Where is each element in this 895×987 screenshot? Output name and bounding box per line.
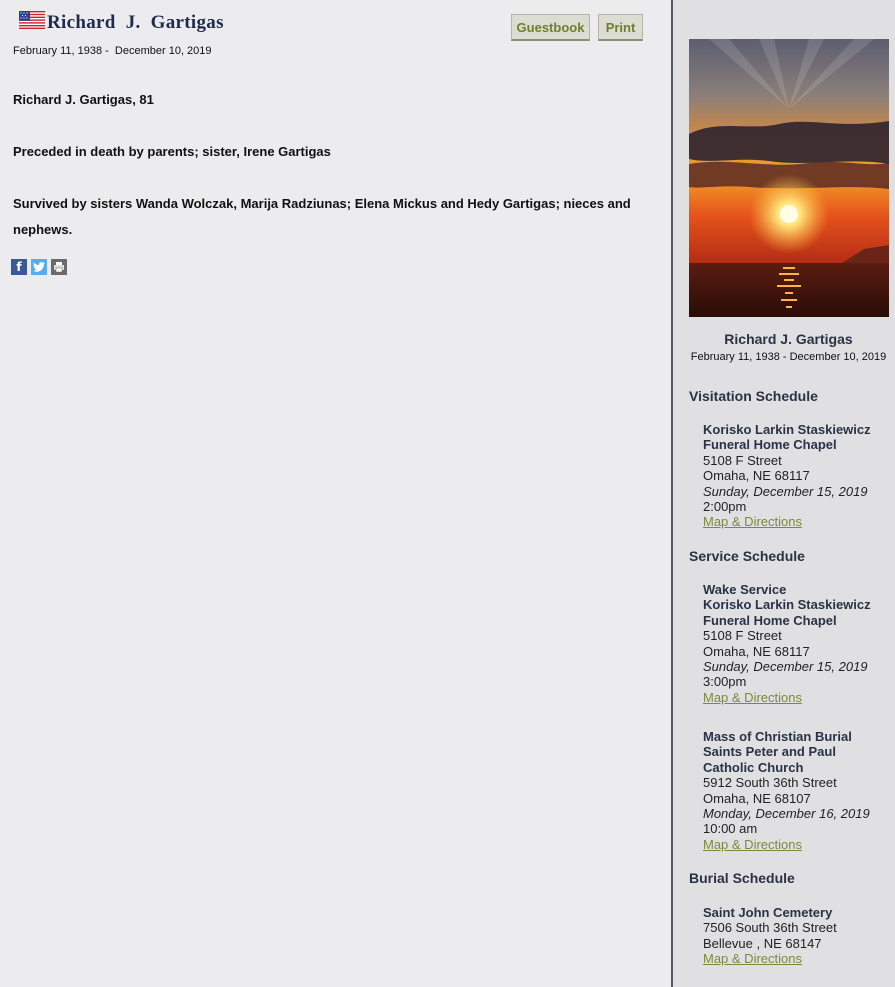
visitation-city: Omaha, NE 68117 — [703, 468, 810, 484]
mass-time: 10:00 am — [703, 821, 758, 837]
visitation-date: Sunday, December 15, 2019 — [703, 483, 868, 499]
printer-icon — [53, 261, 65, 273]
wake-street: 5108 F Street — [703, 628, 782, 644]
burial-venue: Saint John Cemetery — [703, 905, 833, 920]
print-share-icon[interactable] — [51, 259, 67, 275]
mass-date: Monday, December 16, 2019 — [703, 806, 870, 822]
sidebar-name: Richard J. Gartigas — [724, 331, 853, 347]
twitter-bird-icon — [33, 262, 45, 272]
visitation-venue-line1: Korisko Larkin Staskiewicz — [703, 422, 871, 437]
guestbook-button[interactable]: Guestbook — [511, 14, 590, 41]
obituary-paragraph-survived: Survived by sisters Wanda Wolczak, Marija Radziunas; Elena Mickus and Hedy Gartigas; nieces and nephews. — [13, 196, 631, 237]
mass-street: 5912 South 36th Street — [703, 775, 837, 791]
wake-service-type: Wake Service — [703, 582, 787, 597]
obituary-paragraph-age: Richard J. Gartigas, 81 — [13, 92, 154, 107]
visitation-event — [703, 422, 893, 530]
wake-service-event — [703, 582, 893, 705]
mass-map-link[interactable]: Map & Directions — [703, 836, 802, 852]
wake-venue-line2: Funeral Home Chapel — [703, 612, 837, 628]
burial-event — [703, 905, 893, 967]
twitter-share-icon[interactable] — [31, 259, 47, 275]
mass-city: Omaha, NE 68107 — [703, 790, 811, 806]
page-title: Richard J. Gartigas — [47, 12, 224, 33]
obituary-paragraph-preceded: Preceded in death by parents; sister, Irene Gartigas — [13, 144, 331, 159]
wake-date: Sunday, December 15, 2019 — [703, 659, 868, 675]
mass-venue-line1: Saints Peter and Paul — [703, 744, 836, 760]
wake-city: Omaha, NE 68117 — [703, 643, 810, 659]
wake-map-link[interactable]: Map & Directions — [703, 689, 802, 705]
wake-time: 3:00pm — [703, 674, 747, 690]
mass-type: Mass of Christian Burial — [703, 729, 852, 744]
life-dates: February 11, 1938 - December 10, 2019 — [13, 45, 212, 57]
sunset-photo — [689, 39, 889, 317]
print-button[interactable]: Print — [598, 14, 643, 41]
visitation-map-link[interactable]: Map & Directions — [703, 514, 802, 530]
burial-map-link[interactable]: Map & Directions — [703, 951, 802, 967]
sidebar-dates: February 11, 1938 - December 10, 2019 — [690, 351, 887, 363]
service-heading: Service Schedule — [689, 548, 805, 564]
visitation-venue-line2: Funeral Home Chapel — [703, 437, 837, 453]
burial-heading: Burial Schedule — [689, 870, 795, 886]
wake-venue-line1: Korisko Larkin Staskiewicz — [703, 597, 871, 613]
burial-city: Bellevue , NE 68147 — [703, 935, 822, 951]
sidebar — [673, 0, 895, 987]
us-flag-icon — [19, 11, 45, 29]
burial-street: 7506 South 36th Street — [703, 920, 837, 936]
facebook-share-icon[interactable]: f — [11, 259, 27, 275]
visitation-time: 2:00pm — [703, 499, 747, 515]
visitation-heading: Visitation Schedule — [689, 388, 818, 404]
mass-event — [703, 729, 893, 852]
mass-venue-line2: Catholic Church — [703, 759, 804, 775]
title-row — [19, 12, 224, 34]
visitation-street: 5108 F Street — [703, 452, 782, 468]
